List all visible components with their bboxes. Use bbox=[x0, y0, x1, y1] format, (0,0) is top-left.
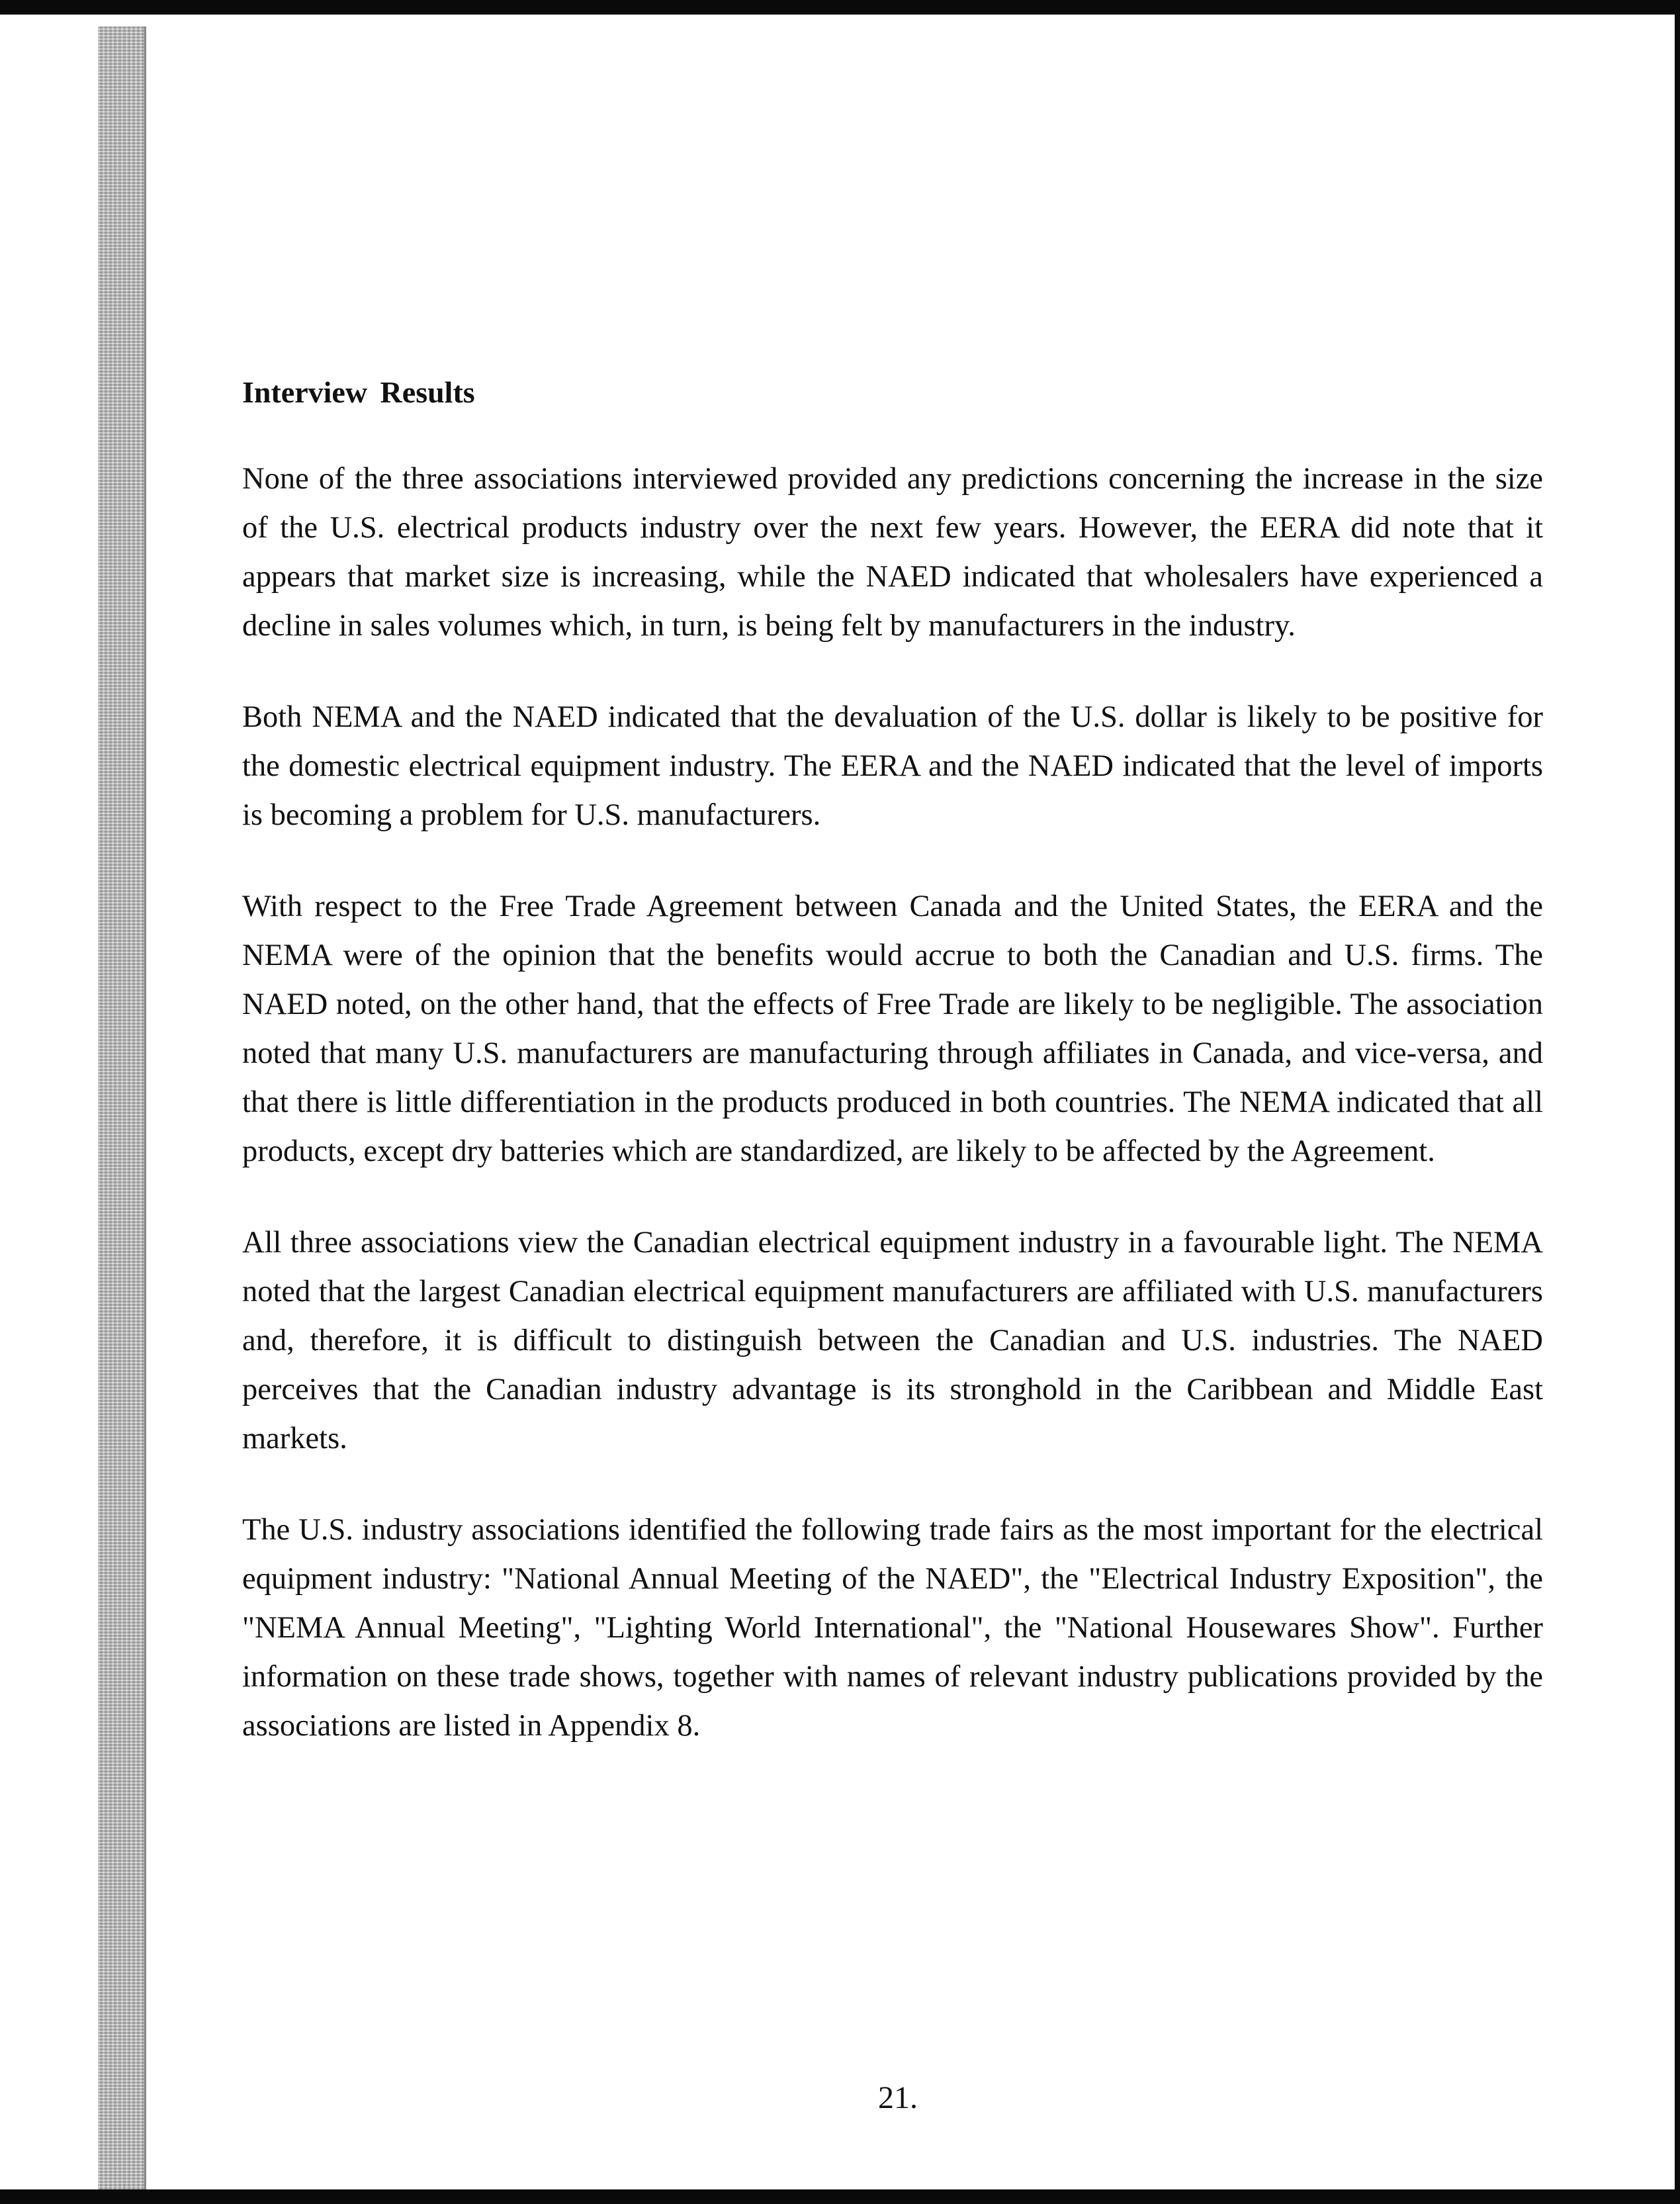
page-body bbox=[242, 367, 1543, 1793]
scan-bottom-border bbox=[0, 2189, 1680, 2204]
section-heading: Interview Results bbox=[242, 375, 475, 409]
scan-left-gutter bbox=[0, 15, 98, 2189]
paragraph-dollar-devaluation: Both NEMA and the NAED indicated that the devaluation of the U.S. dollar is likely to be positive for the domestic electrical equipment industry. The EERA and the NAED indicated that the level of imports is becoming a problem for U.S. manufacturers. bbox=[242, 700, 1543, 832]
page-number: 21. bbox=[878, 2080, 918, 2115]
paragraph-trade-fairs: The U.S. industry associations identified the following trade fairs as the most important for the electrical equipment industry: "National Annual Meeting of the NAED", the "Electrical Industry Exposition", the "NEMA Annual Meeting", "Lighting World International", the "National Housewares Show". Further information on these trade shows, together with names of relevant industry publications provided by the associations are listed in Appendix 8. bbox=[242, 1513, 1543, 1743]
paragraph-canadian-industry: All three associations view the Canadian electrical equipment industry in a favourable light. The NEMA noted that the largest Canadian electrical equipment manufacturers are affiliated with U.S. manufacturers and, therefore, it is difficult to distinguish between the Canadian and U.S. industries. The NAED perceives that the Canadian industry advantage is its stronghold in the Caribbean and Middle East markets. bbox=[242, 1226, 1543, 1455]
paragraph-market-size: None of the three associations interviewed provided any predictions concerning the increase in the size of the U.S. electrical products industry over the next few years. However, the EERA did note that it appears that market size is increasing, while the NAED indicated that wholesalers have experienced a decline in sales volumes which, in turn, is being felt by manufacturers in the industry. bbox=[242, 462, 1543, 643]
scan-right-border bbox=[1675, 0, 1680, 2204]
binding-strip bbox=[98, 26, 146, 2204]
scan-top-border bbox=[0, 0, 1680, 15]
paragraph-free-trade: With respect to the Free Trade Agreement between Canada and the United States, the EERA and the NEMA were of the opinion that the benefits would accrue to both the Canadian and U.S. firms. The NAED noted, on the other hand, that the effects of Free Trade are likely to be negligible. The association noted that many U.S. manufacturers are manufacturing through affiliates in Canada, and vice-versa, and that there is little differentiation in the products produced in both countries. The NEMA indicated that all products, except dry batteries which are standardized, are likely to be affected by the Agreement. bbox=[242, 890, 1543, 1168]
